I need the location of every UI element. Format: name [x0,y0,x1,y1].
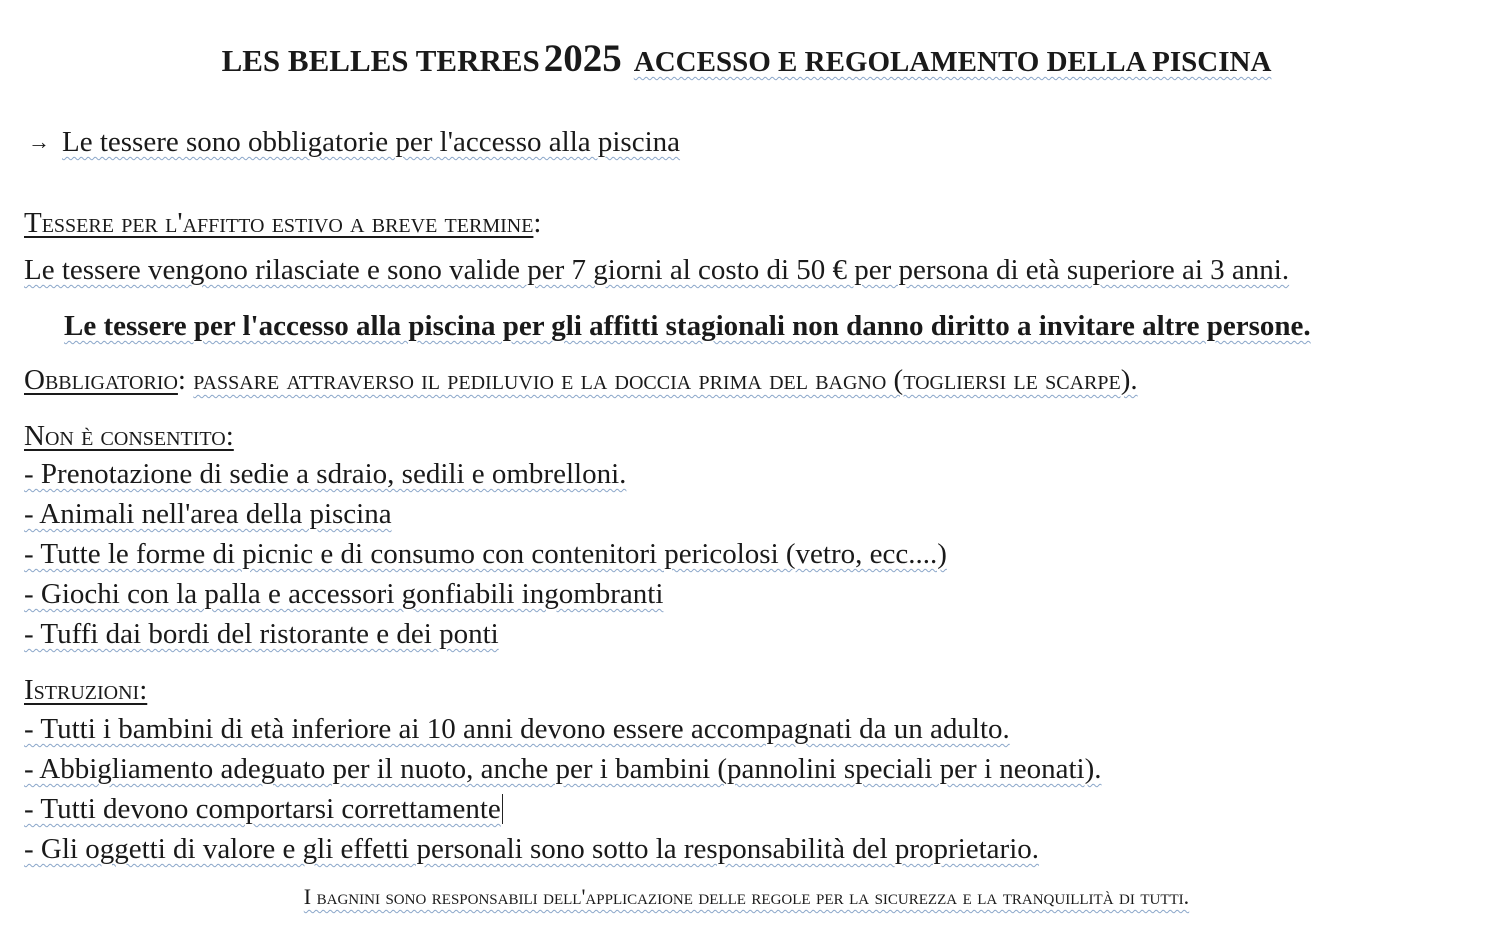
short-term-heading-colon: : [533,207,542,239]
list-item [24,497,392,531]
not-allowed-item: - Animali nell'area della piscina [24,498,392,530]
short-term-heading [24,206,541,240]
instructions-heading-text: Istruzioni: [24,674,148,706]
mandatory-line [24,363,1138,397]
mandatory-text: passare attraverso il pediluvio e la doccia prima del bagno (togliersi le scarpe). [193,364,1138,396]
page-title [0,36,1493,81]
not-allowed-heading [24,419,234,453]
footer-note [0,884,1493,910]
list-item [24,752,1102,786]
intro-line [28,125,680,161]
instruction-item: - Abbigliamento adeguato per il nuoto, anche per i bambini (pannolini speciali per i neonati). [24,753,1102,785]
not-allowed-heading-text: Non è consentito: [24,420,234,452]
instruction-item: - Tutti devono comportarsi correttamente [24,793,501,825]
list-item [24,577,663,611]
seasonal-note [64,309,1311,343]
list-item [24,537,947,571]
short-term-heading-text: Tessere per l'affitto estivo a breve termine [24,207,534,239]
list-item [24,457,626,491]
list-item [24,712,1010,746]
title-name: LES BELLES TERRES [221,43,540,78]
arrow-right-icon: → [28,129,50,154]
not-allowed-item: - Prenotazione di sedie a sdraio, sedili e ombrelloni. [24,458,627,490]
short-term-text [24,253,1289,287]
mandatory-label: Obbligatorio [24,364,178,396]
not-allowed-item: - Tuffi dai bordi del ristorante e dei ponti [24,618,499,650]
list-item [24,792,503,826]
instructions-heading [24,673,147,707]
short-term-description: Le tessere vengono rilasciate e sono valide per 7 giorni al costo di 50 € per persona di età superiore ai 3 anni. [24,254,1290,286]
instruction-item: - Gli oggetti di valore e gli effetti personali sono sotto la responsabilità del proprietario. [24,833,1040,865]
seasonal-note-text: Le tessere per l'accesso alla piscina per gli affitti stagionali non danno diritto a invitare altre persone. [64,310,1311,342]
footer-text: I bagnini sono responsabili dell'applicazione delle regole per la sicurezza e la tranquillità di tutti. [303,884,1190,909]
instruction-item: - Tutti i bambini di età inferiore ai 10 anni devono essere accompagnati da un adulto. [24,713,1010,745]
not-allowed-item: - Tutte le forme di picnic e di consumo con contenitori pericolosi (vetro, ecc....) [24,538,947,570]
title-subtitle: ACCESSO E REGOLAMENTO DELLA PISCINA [633,46,1272,78]
mandatory-colon: : [177,364,186,396]
not-allowed-item: - Giochi con la palla e accessori gonfiabili ingombranti [24,578,664,610]
title-year: 2025 [543,37,622,80]
text-cursor[interactable] [502,794,503,824]
intro-text: Le tessere sono obbligatorie per l'accesso alla piscina [62,126,681,158]
list-item [24,832,1039,866]
list-item [24,617,499,651]
